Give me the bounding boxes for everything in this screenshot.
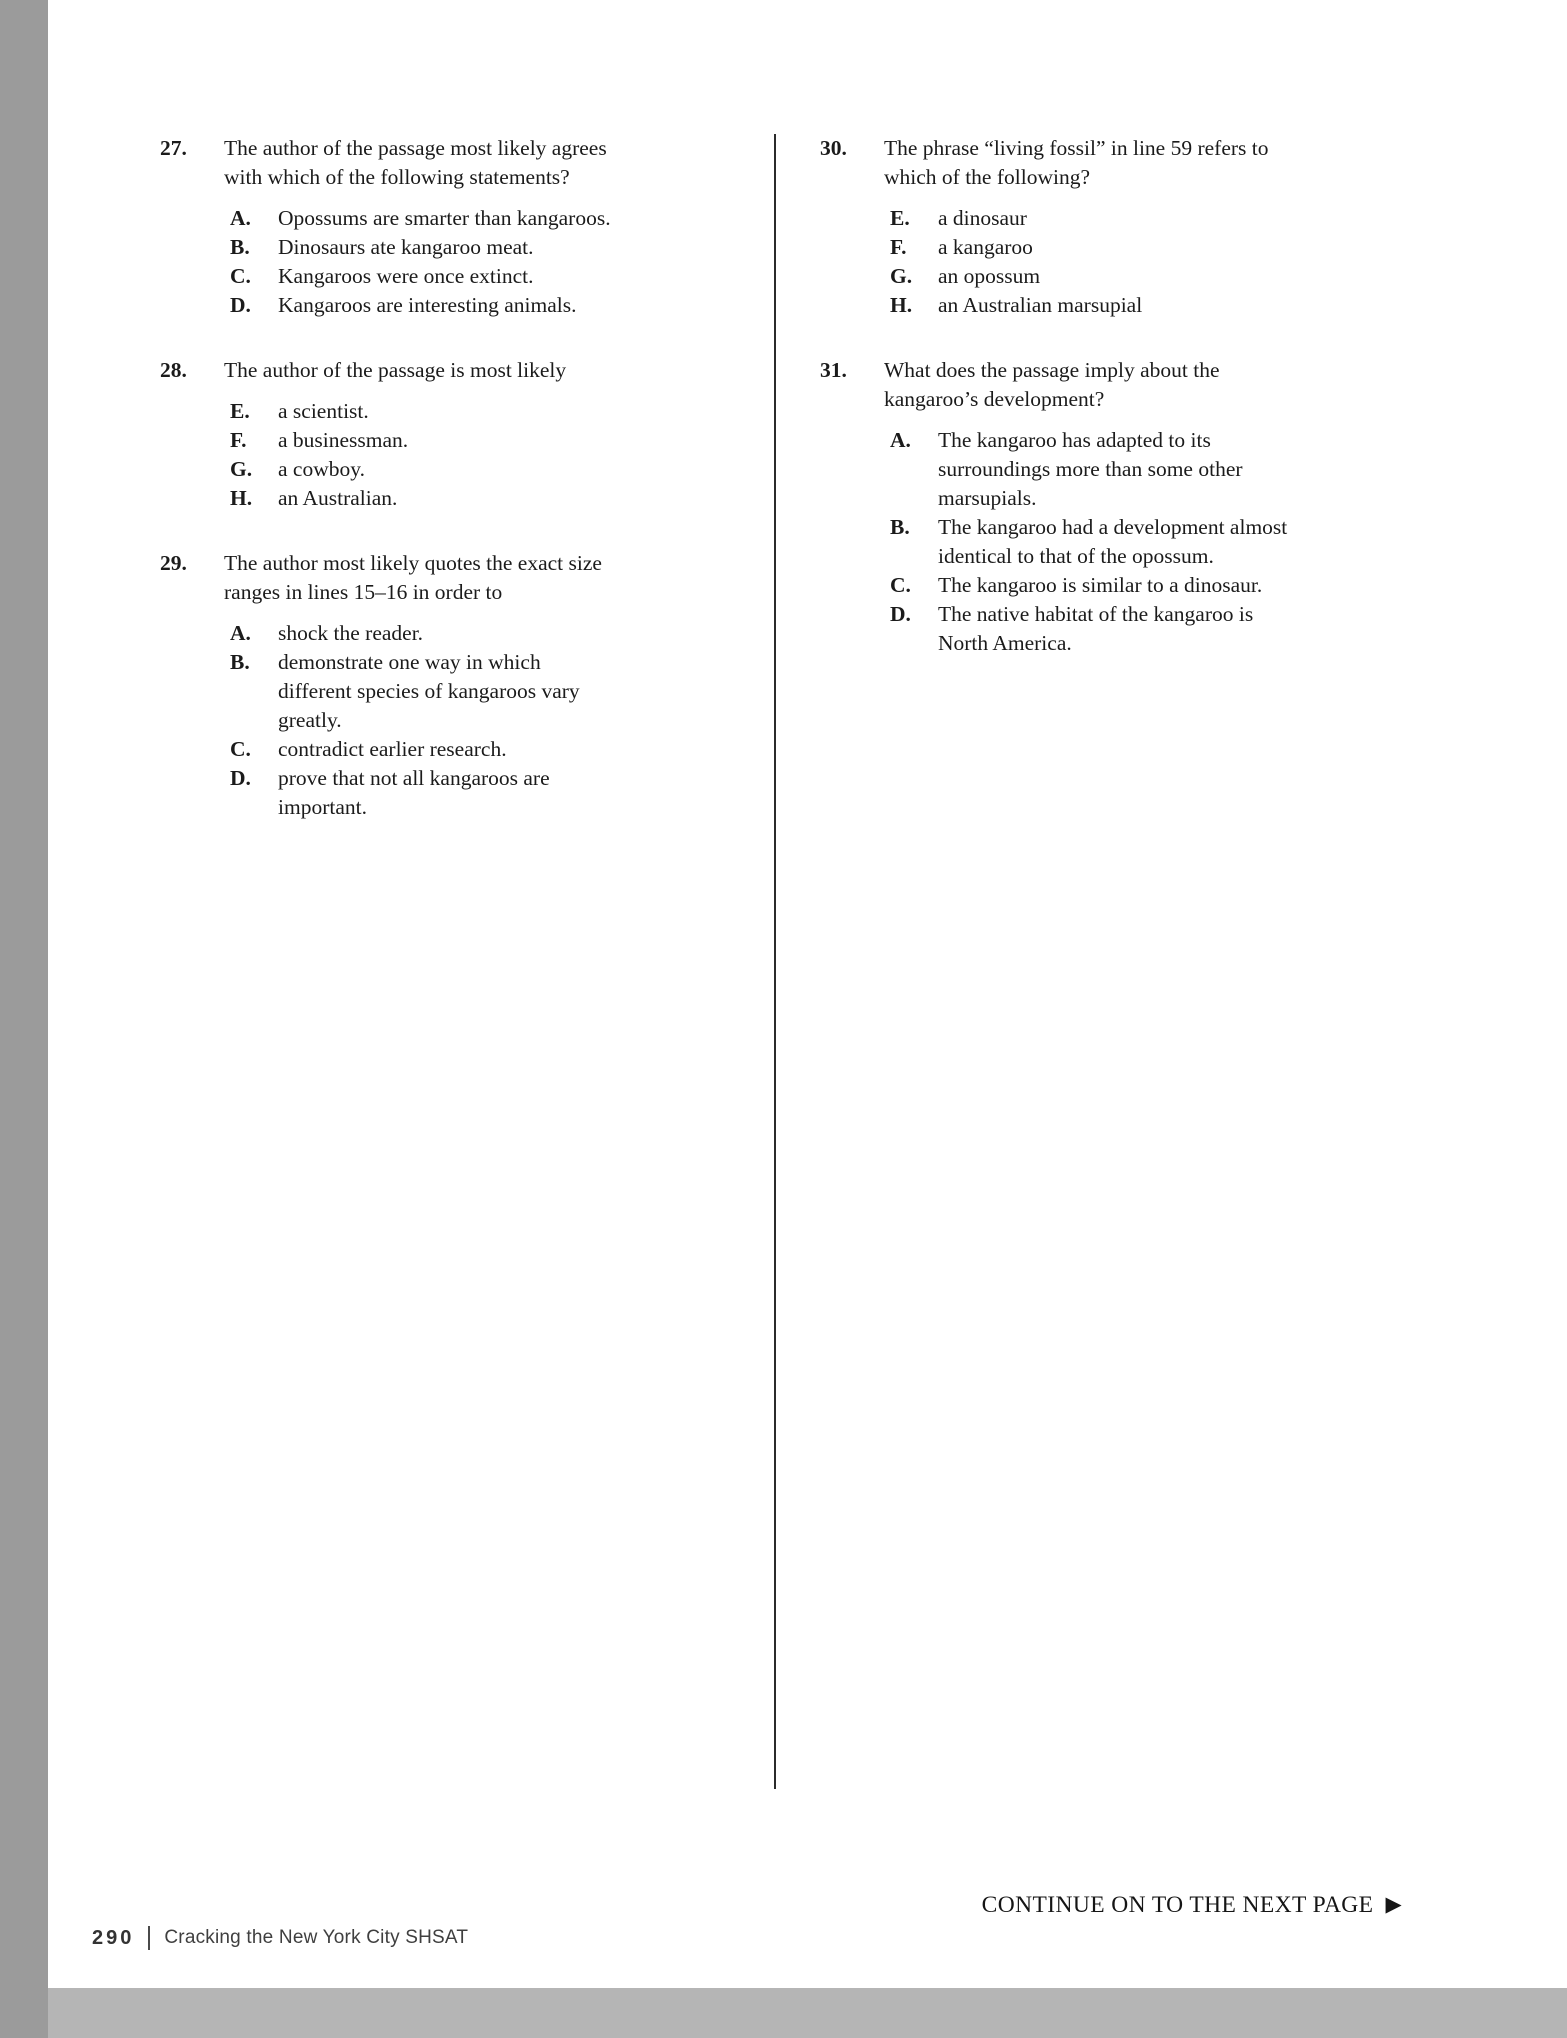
- question-27: [160, 134, 615, 320]
- question-number: 30.: [820, 136, 847, 160]
- question-number: 29.: [160, 551, 187, 576]
- question-30: [820, 134, 1298, 320]
- choice-text: prove that not all kangaroos are important.: [278, 766, 550, 820]
- choice-letter: D.: [230, 293, 251, 318]
- choice-text: a businessman.: [278, 428, 409, 453]
- choice-text: a kangaroo: [938, 235, 1033, 260]
- choice-text: an Australian marsupial: [938, 293, 1143, 318]
- right-column: [820, 134, 1298, 694]
- choice-letter: H.: [230, 486, 253, 511]
- choice-text: The kangaroo is similar to a dinosaur.: [938, 573, 1263, 598]
- choice: [230, 204, 615, 233]
- choice-text: an opossum: [938, 264, 1041, 289]
- question-stem: The author of the passage is most likely: [224, 358, 567, 383]
- choice-text: a scientist.: [278, 399, 369, 424]
- choice: [890, 233, 1298, 262]
- question-stem: The author most likely quotes the exact size ranges in lines 15–16 in order to: [224, 551, 602, 605]
- question-stem: The author of the passage most likely agrees with which of the following statements?: [224, 136, 607, 190]
- page-footer: [92, 1926, 468, 1950]
- next-page-arrow-icon: ▶: [1385, 1892, 1402, 1916]
- choice-letter: B.: [230, 235, 250, 260]
- choice-letter: H.: [890, 293, 913, 318]
- choice: [230, 233, 615, 262]
- choice-letter: A.: [230, 621, 251, 646]
- choice-letter: G.: [890, 264, 913, 289]
- choice-list: [890, 204, 1298, 320]
- choice-letter: G.: [230, 457, 253, 482]
- choice-letter: F.: [890, 235, 907, 260]
- left-column: [160, 134, 615, 858]
- question-number: 27.: [160, 136, 187, 160]
- choice: [890, 426, 1298, 513]
- choice-letter: A.: [230, 206, 251, 231]
- choice: [230, 619, 615, 648]
- choice-letter: B.: [230, 650, 250, 675]
- choice-letter: E.: [230, 399, 250, 424]
- choice-letter: D.: [890, 602, 911, 627]
- choice-letter: C.: [230, 737, 251, 762]
- choice: [230, 735, 615, 764]
- choice: [890, 204, 1298, 233]
- choice: [230, 262, 615, 291]
- choice-letter: C.: [230, 264, 251, 289]
- choice-text: an Australian.: [278, 486, 398, 511]
- choice-text: Dinosaurs ate kangaroo meat.: [278, 235, 534, 260]
- choice-letter: F.: [230, 428, 247, 453]
- choice: [230, 397, 615, 426]
- choice-list: [230, 204, 615, 320]
- continue-notice: [982, 1892, 1402, 1919]
- choice-letter: B.: [890, 515, 910, 540]
- footer-divider: [148, 1926, 150, 1950]
- choice-letter: E.: [890, 206, 910, 231]
- choice-letter: A.: [890, 428, 911, 453]
- choice: [230, 291, 615, 320]
- choice: [890, 262, 1298, 291]
- book-title: Cracking the New York City SHSAT: [164, 1927, 469, 1948]
- choice-text: contradict earlier research.: [278, 737, 507, 762]
- question-stem: What does the passage imply about the kangaroo’s development?: [884, 358, 1220, 412]
- choice: [230, 648, 615, 735]
- choice-list: [890, 426, 1298, 658]
- choice-list: [230, 397, 615, 513]
- choice-list: [230, 619, 615, 822]
- choice: [890, 291, 1298, 320]
- choice-text: The kangaroo had a development almost identical to that of the opossum.: [938, 515, 1288, 569]
- question-31: [820, 356, 1298, 658]
- page-number: 290: [92, 1926, 135, 1949]
- column-divider: [774, 134, 776, 1789]
- choice: [230, 764, 615, 822]
- choice: [230, 455, 615, 484]
- choice-letter: D.: [230, 766, 251, 791]
- choice-text: a dinosaur: [938, 206, 1027, 231]
- bottom-margin-bar: [48, 1988, 1567, 2038]
- choice: [890, 600, 1298, 658]
- question-number: 28.: [160, 358, 187, 383]
- choice-text: Kangaroos are interesting animals.: [278, 293, 577, 318]
- continue-label: CONTINUE ON TO THE NEXT PAGE: [981, 1892, 1374, 1918]
- choice: [890, 571, 1298, 600]
- choice-letter: C.: [890, 573, 911, 598]
- left-margin-bar: [0, 0, 48, 2038]
- choice: [230, 484, 615, 513]
- question-29: [160, 549, 615, 822]
- choice-text: demonstrate one way in which different species of kangaroos vary greatly.: [278, 650, 580, 733]
- question-28: [160, 356, 615, 513]
- choice: [890, 513, 1298, 571]
- question-stem: The phrase “living fossil” in line 59 refers to which of the following?: [884, 136, 1269, 190]
- choice-text: Kangaroos were once extinct.: [278, 264, 534, 289]
- choice: [230, 426, 615, 455]
- question-number: 31.: [820, 358, 847, 383]
- choice-text: shock the reader.: [278, 621, 424, 646]
- choice-text: The kangaroo has adapted to its surroundings more than some other marsupials.: [938, 428, 1243, 511]
- choice-text: Opossums are smarter than kangaroos.: [278, 206, 611, 231]
- choice-text: The native habitat of the kangaroo is North America.: [938, 602, 1254, 656]
- choice-text: a cowboy.: [278, 457, 365, 482]
